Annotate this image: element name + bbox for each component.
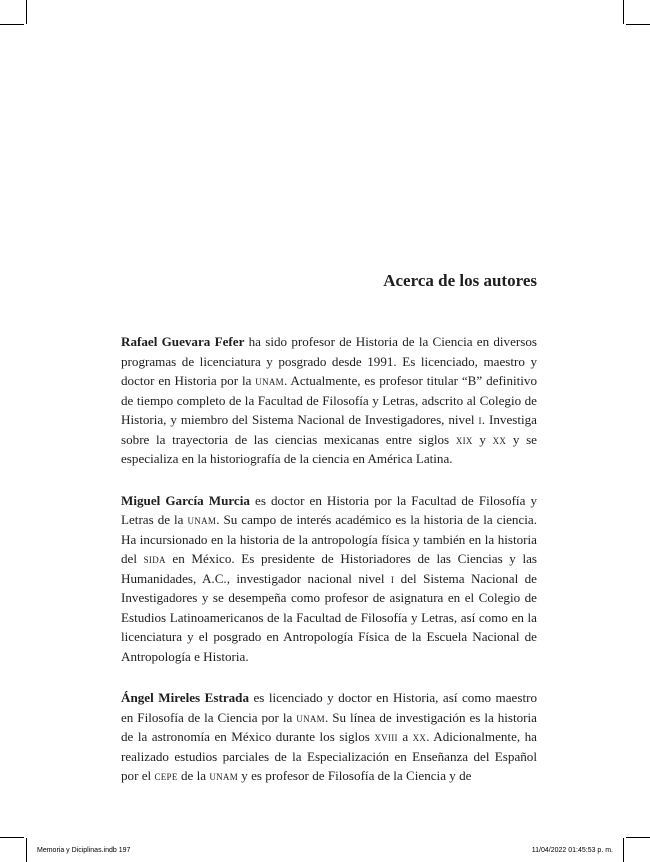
author-name: Miguel García Murcia (121, 492, 250, 508)
bio-smallcaps: sida (143, 551, 166, 566)
author-bio (121, 491, 537, 667)
bio-smallcaps: xviii (374, 729, 398, 744)
author-name: Ángel Mireles Estrada (121, 690, 250, 705)
bio-smallcaps: unam (187, 512, 217, 527)
author-bio (121, 332, 537, 469)
bio-text: es licenciado y doctor en Historia, así como maestro en Filosofía de la Ciencia por la (121, 690, 537, 725)
bio-text: de la (177, 768, 210, 783)
author-bios (121, 332, 537, 808)
print-slug-datetime: 11/04/2022 01:45:53 p. m. (531, 847, 613, 854)
crop-mark-top-right-v (623, 0, 624, 24)
bio-text: . Actualmente, es profesor titular “B” definitivo de tiempo completo de la Facultad de Filosofía y Letras, adscrito al Colegio de Historia, y miembro del Sistema Nacional de Investigadores, nivel (121, 373, 537, 427)
bio-text: . Su línea de investigación es la historia de la astronomía en México durante los siglos (121, 709, 537, 744)
bio-text: . Investiga sobre la trayectoria de las ciencias mexicanas entre siglos (121, 412, 537, 447)
crop-mark-bottom-left-v (26, 838, 27, 862)
bio-text: es doctor en Historia por la Facultad de Filosofía y Letras de la (121, 492, 537, 527)
bio-smallcaps: xix (455, 431, 473, 447)
bio-text: a (397, 729, 413, 744)
crop-mark-bottom-right-v (623, 838, 624, 862)
bio-smallcaps: unam (209, 768, 239, 783)
crop-mark-top-left-v (26, 0, 27, 24)
bio-text: . Adicionalmente, ha realizado estudios parciales de la Especialización en Enseñanza del Español por el (121, 729, 537, 783)
author-name: Rafael Guevara Fefer (121, 334, 245, 349)
bio-text: . Su campo de interés académico es la historia de la ciencia. Ha incursionado en la historia de la antropología física y también en la historia del (121, 512, 538, 566)
section-heading: Acerca de los autores (383, 271, 537, 290)
bio-smallcaps: unam (255, 373, 284, 388)
crop-mark-bottom-left-h (0, 837, 24, 838)
bio-text: del Sistema Nacional de Investigadores y se desempeña como profesor de asignatura en el Colegio de Estudios Latinoamericanos de la Facultad de Filosofía y Letras, así como en la licenciatura y el posgrado en Antropología Física de la Escuela Nacional de Antropología e Historia. (121, 570, 537, 664)
bio-smallcaps: unam (296, 709, 325, 725)
bio-smallcaps: xx (412, 729, 427, 744)
bio-smallcaps: cepe (154, 768, 178, 783)
print-slug-file: Memoria y Diciplinas.indb 197 (37, 847, 131, 854)
crop-mark-top-left-h (0, 24, 24, 25)
crop-mark-bottom-right-h (626, 837, 650, 838)
bio-smallcaps: i (478, 412, 482, 427)
bio-text: ha sido profesor de Historia de la Ciencia en diversos programas de licenciatura y posgrado desde 1991. Es licenciado, maestro y doctor en Historia por la (121, 334, 538, 388)
bio-text: y (472, 431, 493, 447)
bio-smallcaps: i (390, 570, 395, 586)
bio-text: en México. Es presidente de Historiadores de las Ciencias y las Humanidades, A.C., investigador nacional nivel (121, 551, 537, 586)
crop-mark-top-right-h (626, 24, 650, 25)
bio-smallcaps: xx (492, 431, 507, 447)
bio-text: y es profesor de Filosofía de la Ciencia y de (238, 768, 472, 783)
author-bio (121, 688, 537, 786)
bio-text: y se especializa en la historiografía de la ciencia en América Latina. (121, 431, 537, 466)
